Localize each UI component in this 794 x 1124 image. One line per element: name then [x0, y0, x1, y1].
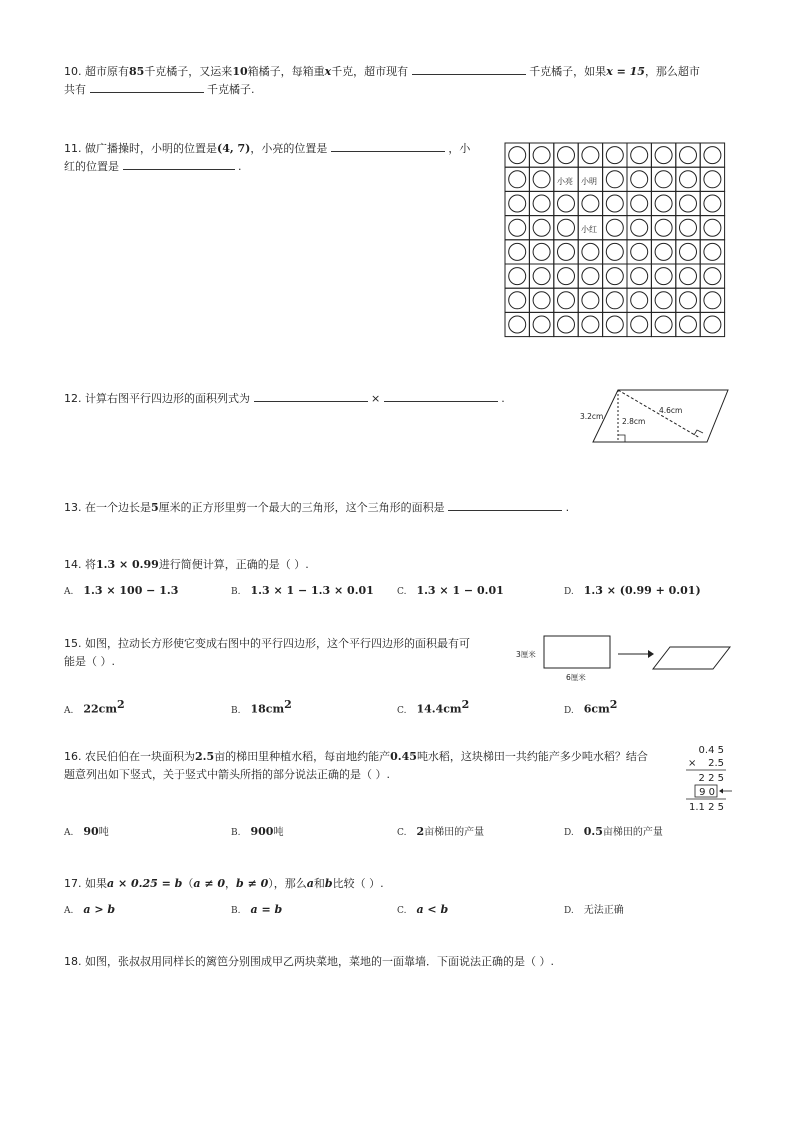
q17-text: 和: [313, 877, 325, 890]
student-position-circle: [704, 219, 721, 236]
option-label: A.: [64, 906, 74, 916]
q12-answer-blank-1[interactable]: [254, 390, 368, 402]
option-label: A.: [64, 705, 74, 716]
option-label: D.: [564, 587, 574, 597]
q17-math: b: [324, 877, 333, 890]
label-height: 2.8cm: [622, 417, 646, 426]
option-text: 22cm: [83, 702, 118, 716]
q11-number: 11.: [64, 142, 82, 155]
q12-number: 12.: [64, 392, 82, 405]
vertical-multiplication-figure: [684, 742, 736, 816]
student-position-circle: [558, 243, 575, 260]
student-position-circle: [558, 268, 575, 285]
student-position-circle: [509, 219, 526, 236]
student-position-circle: [606, 195, 623, 212]
student-position-circle: [606, 243, 623, 260]
student-position-circle: [704, 243, 721, 260]
q18-number: 18.: [64, 955, 82, 968]
option-label: D.: [564, 906, 574, 916]
q11-text: ，小: [448, 142, 471, 155]
option-number: 0.5: [583, 825, 603, 838]
q17-number: 17.: [64, 877, 82, 890]
q13-line: [64, 499, 569, 515]
student-position-circle: [655, 292, 672, 309]
q10-number: 10.: [64, 65, 82, 78]
q11-text: .: [238, 160, 242, 173]
q10-text: 箱橘子，每箱重: [247, 65, 325, 78]
q17-math: a: [306, 877, 314, 890]
option-text: 6cm: [583, 702, 610, 716]
right-angle-mark-bottom: [618, 435, 625, 442]
student-position-circle: [680, 195, 697, 212]
q14-option-d[interactable]: [564, 584, 701, 599]
position-grid-figure: [504, 142, 726, 338]
option-superscript: 2: [117, 698, 125, 711]
q16-text: 吨水稻，这块梯田一共约能产多少吨水稻？结合: [416, 750, 648, 763]
student-position-circle: [509, 316, 526, 333]
student-position-circle: [704, 292, 721, 309]
option-label: C.: [397, 705, 407, 716]
q16-text: 农民伯伯在一块面积为: [85, 750, 195, 763]
option-superscript: 2: [609, 698, 618, 711]
q15-option-d[interactable]: [564, 698, 617, 718]
student-position-circle: [606, 219, 623, 236]
q15-option-c[interactable]: [397, 698, 469, 718]
q10-text: 超市原有: [85, 65, 129, 78]
q11-text: 红的位置是: [64, 160, 119, 173]
option-superscript: 2: [461, 698, 470, 711]
q14-number: 14.: [64, 558, 82, 571]
q16-option-d[interactable]: [564, 825, 663, 840]
option-text: 1.3 × (0.99 + 0.01): [583, 584, 701, 597]
student-position-circle: [680, 316, 697, 333]
q12-text: .: [501, 392, 505, 405]
q12-text: 计算右图平行四边形的面积列式为: [85, 392, 250, 405]
q17-math: a × 0.25 = b: [107, 877, 183, 890]
q15-option-a[interactable]: [64, 698, 125, 718]
label-side-length: 3.2cm: [580, 412, 604, 421]
student-position-circle: [533, 316, 550, 333]
student-position-circle: [533, 268, 550, 285]
student-position-circle: [606, 316, 623, 333]
option-text: 14.4cm: [416, 702, 462, 716]
student-position-circle: [704, 268, 721, 285]
option-label: D.: [564, 828, 574, 838]
student-position-circle: [509, 171, 526, 188]
student-position-circle: [533, 171, 550, 188]
option-label: B.: [231, 828, 241, 838]
calc-row-product: 1.1 2 5: [689, 802, 724, 813]
option-text: 亩梯田的产量: [602, 827, 663, 838]
option-text: a = b: [250, 903, 283, 916]
student-position-circle: [680, 171, 697, 188]
student-position-circle: [582, 316, 599, 333]
q10-math: 10: [232, 65, 248, 78]
q10-line1: [64, 63, 700, 79]
q10-math: 85: [129, 65, 145, 78]
student-position-circle: [533, 243, 550, 260]
q13-text: 厘米的正方形里剪一个最大的三角形，这个三角形的面积是: [158, 501, 445, 514]
student-position-circle: [606, 147, 623, 164]
q13-text: 在一个边长是: [85, 501, 151, 514]
q17-text: ，: [225, 877, 237, 890]
option-text: 1.3 × 100 − 1.3: [83, 584, 179, 597]
option-label: C.: [397, 828, 407, 838]
student-position-circle: [655, 268, 672, 285]
student-position-circle: [533, 147, 550, 164]
q13-text: .: [565, 501, 570, 514]
q16-option-b[interactable]: [231, 825, 283, 840]
option-number: 90: [83, 825, 99, 838]
option-number: 900: [250, 825, 274, 838]
student-position-circle: [680, 292, 697, 309]
option-text: a < b: [416, 903, 449, 916]
student-position-circle: [704, 195, 721, 212]
calc-row-multiplier: 2.5: [708, 758, 724, 769]
calc-times-sign: ×: [688, 758, 697, 769]
student-position-circle: [631, 171, 648, 188]
student-position-circle: [655, 147, 672, 164]
student-position-circle: [582, 147, 599, 164]
student-position-circle: [558, 195, 575, 212]
q15-line1: [64, 637, 470, 651]
option-label: C.: [397, 906, 407, 916]
q10-text: ，那么超市: [644, 65, 700, 78]
q17-text: （: [182, 877, 194, 890]
option-text: a > b: [83, 903, 116, 916]
student-position-circle: [631, 316, 648, 333]
option-text: 无法正确: [583, 905, 624, 916]
q18-text: 如图，张叔叔用同样长的篱笆分别围成甲乙两块菜地，菜地的一面靠墙．下面说法正确的是（ ）.: [85, 955, 554, 968]
q13-answer-blank[interactable]: [448, 499, 562, 511]
q14-math: 1.3 × 0.99: [96, 558, 159, 571]
q17-option-b[interactable]: [231, 903, 282, 918]
q12-times-sign: ×: [371, 392, 381, 405]
student-position-circle: [558, 147, 575, 164]
q11-math: (4, 7): [217, 142, 251, 155]
student-position-circle: [606, 171, 623, 188]
q15-number: 15.: [64, 637, 82, 650]
option-label: B.: [231, 587, 241, 597]
q11-answer-blank-1[interactable]: [331, 140, 445, 152]
label-diagonal-height: 4.6cm: [659, 406, 683, 415]
grid-label-xiaohong: 小红: [581, 225, 597, 234]
student-position-circle: [533, 292, 550, 309]
q16-number: 16.: [64, 750, 82, 763]
student-position-circle: [509, 292, 526, 309]
q12-answer-blank-2[interactable]: [384, 390, 498, 402]
student-position-circle: [558, 316, 575, 333]
q14-option-b[interactable]: [231, 584, 374, 599]
option-label: B.: [231, 906, 241, 916]
student-position-circle: [582, 195, 599, 212]
q10-text: 千克，超市现有: [331, 65, 409, 78]
q15-line2: [64, 655, 115, 669]
rectangle-bottom-label: 6厘米: [566, 673, 586, 682]
calc-row-partial-1: 2 2 5: [698, 773, 724, 784]
q17-option-c[interactable]: [397, 903, 448, 918]
student-position-circle: [606, 268, 623, 285]
student-position-circle: [509, 147, 526, 164]
calc-row-multiplicand: 0.4 5: [698, 745, 724, 756]
q15-text: 如图，拉动长方形使它变成右图中的平行四边形，这个平行四边形的面积最有可: [85, 637, 470, 650]
parallelogram-shape: [593, 390, 728, 442]
q10-text: 千克橘子.: [207, 83, 255, 96]
q16-math: 0.45: [390, 750, 417, 763]
student-position-circle: [631, 147, 648, 164]
q12-line: [64, 390, 505, 406]
q13-number: 13.: [64, 501, 82, 514]
q15-option-b[interactable]: [231, 698, 292, 718]
grid-label-xiaoming: 小明: [581, 177, 597, 186]
student-position-circle: [558, 292, 575, 309]
q10-math: x: [324, 65, 332, 78]
q14-text: 进行简便计算，正确的是（ ）.: [158, 558, 309, 571]
position-grid: [505, 143, 725, 337]
q17-math: b ≠ 0: [236, 877, 269, 890]
rectangle-side-label: 3厘米: [516, 650, 536, 659]
option-label: C.: [397, 587, 407, 597]
student-position-circle: [704, 171, 721, 188]
option-text: 18cm: [250, 702, 285, 716]
student-position-circle: [655, 316, 672, 333]
q10-text: 共有: [64, 83, 86, 96]
option-label: A.: [64, 587, 74, 597]
q14-option-c[interactable]: [397, 584, 504, 599]
student-position-circle: [533, 195, 550, 212]
q10-answer-blank-2[interactable]: [90, 81, 204, 93]
q14-option-a[interactable]: [64, 584, 178, 599]
q16-line2: [64, 768, 390, 782]
student-position-circle: [655, 171, 672, 188]
student-position-circle: [509, 243, 526, 260]
option-text: 吨: [273, 827, 284, 838]
student-position-circle: [655, 195, 672, 212]
q11-line1: [64, 140, 470, 156]
q10-math: x = 15: [606, 65, 645, 78]
student-position-circle: [704, 147, 721, 164]
parallelogram-figure: [576, 386, 732, 446]
option-text: 1.3 × 1 − 0.01: [416, 584, 504, 597]
q11-text: 做广播操时，小明的位置是: [85, 142, 217, 155]
q17-text: 比较（ ）.: [332, 877, 384, 890]
option-label: A.: [64, 828, 74, 838]
q17-option-a[interactable]: [64, 903, 115, 918]
student-position-circle: [582, 243, 599, 260]
parallelogram-result-shape: [653, 647, 730, 669]
q17-math: a ≠ 0: [193, 877, 226, 890]
right-angle-mark-side: [694, 430, 703, 435]
student-position-circle: [509, 268, 526, 285]
student-position-circle: [680, 147, 697, 164]
option-label: D.: [564, 705, 574, 716]
q16-text: 亩的梯田里种植水稻，每亩地约能产: [214, 750, 391, 763]
student-position-circle: [680, 268, 697, 285]
q16-option-a[interactable]: [64, 825, 109, 840]
student-position-circle: [631, 268, 648, 285]
option-superscript: 2: [284, 698, 292, 711]
q10-text: 千克橘子，又运来: [144, 65, 233, 78]
student-position-circle: [558, 219, 575, 236]
option-text: 亩梯田的产量: [424, 827, 485, 838]
student-position-circle: [509, 195, 526, 212]
student-position-circle: [704, 316, 721, 333]
student-position-circle: [582, 292, 599, 309]
q17-line: [64, 877, 384, 891]
option-label: B.: [231, 705, 241, 716]
rectangle-to-parallelogram-figure: [514, 634, 734, 684]
student-position-circle: [680, 219, 697, 236]
q11-text: ，小亮的位置是: [250, 142, 328, 155]
student-position-circle: [655, 219, 672, 236]
q10-text: 千克橘子，如果: [529, 65, 607, 78]
student-position-circle: [631, 195, 648, 212]
student-position-circle: [631, 219, 648, 236]
q16-option-c[interactable]: [397, 825, 484, 840]
rectangle-shape: [544, 636, 610, 668]
student-position-circle: [533, 219, 550, 236]
calc-row-partial-2: 9 0: [699, 787, 715, 798]
q14-text: 将: [85, 558, 96, 571]
q13-math: 5: [151, 501, 159, 514]
q16-line1: [64, 750, 648, 764]
student-position-circle: [582, 268, 599, 285]
student-position-circle: [631, 243, 648, 260]
q17-option-d[interactable]: [564, 903, 624, 918]
grid-label-xiaoliang: 小亮: [557, 177, 573, 186]
q11-line2: [64, 158, 242, 174]
calc-arrow-head: [719, 789, 723, 794]
q17-text: 如果: [85, 877, 107, 890]
q18-line: [64, 955, 554, 969]
option-number: 2: [416, 825, 425, 838]
q17-text: ），那么: [268, 877, 307, 890]
q16-text: 题意列出如下竖式，关于竖式中箭头所指的部分说法正确的是（ ）.: [64, 768, 390, 781]
student-position-circle: [680, 243, 697, 260]
arrow-head: [648, 650, 654, 658]
q14-line: [64, 558, 309, 572]
student-position-circle: [631, 292, 648, 309]
q11-answer-blank-2[interactable]: [123, 158, 235, 170]
q16-math: 2.5: [195, 750, 215, 763]
q15-text: 能是（ ）.: [64, 655, 115, 668]
student-position-circle: [655, 243, 672, 260]
q10-answer-blank-1[interactable]: [412, 63, 526, 75]
q10-line2: [64, 81, 255, 97]
student-position-circle: [606, 292, 623, 309]
option-text: 1.3 × 1 − 1.3 × 0.01: [250, 584, 374, 597]
option-text: 吨: [98, 827, 109, 838]
